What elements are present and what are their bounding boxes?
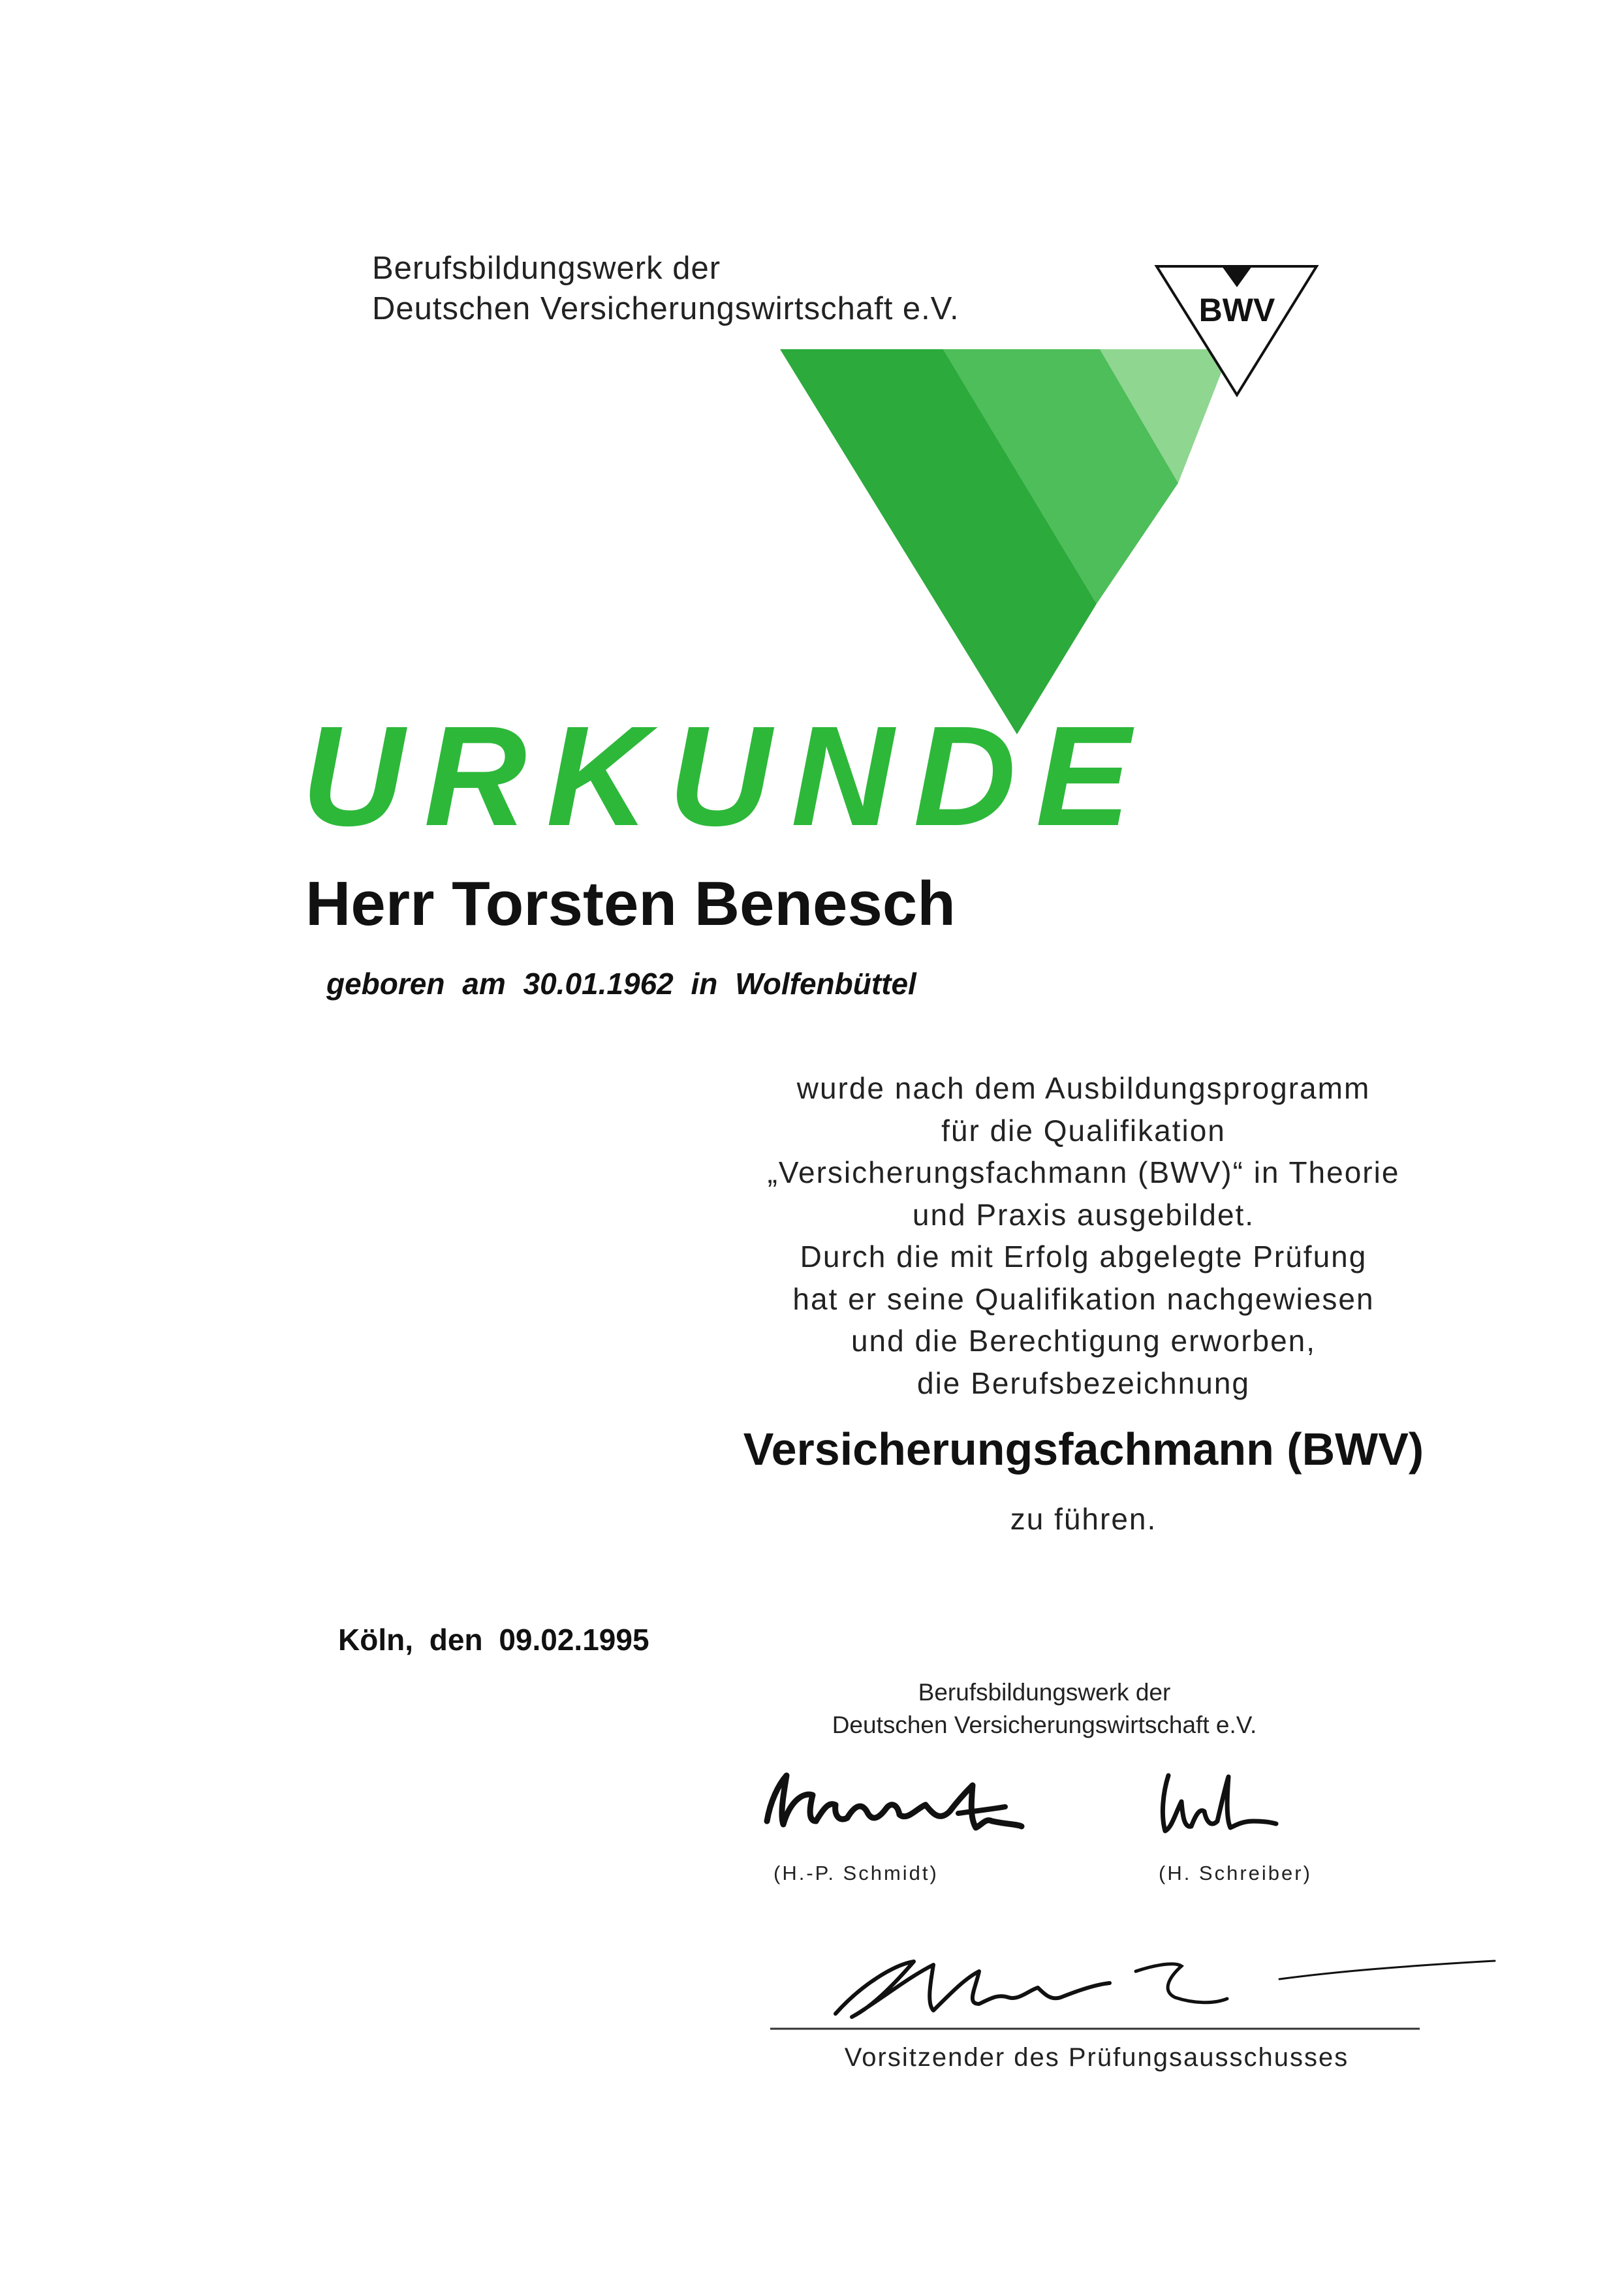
signature-schreiber <box>1163 1775 1276 1831</box>
birth-line: geboren am 30.01.1962 in Wolfenbüttel <box>326 967 916 1001</box>
closing-text: zu führen. <box>1010 1502 1157 1536</box>
body-line: und die Berechtigung erworben, <box>851 1324 1317 1358</box>
signer-name-schmidt: (H.-P. Schmidt) <box>773 1862 939 1884</box>
bwv-logo-text: BWV <box>1198 292 1275 328</box>
organization-line-2: Deutschen Versicherungswirtschaft e.V. <box>372 291 960 326</box>
place-date: Köln, den 09.02.1995 <box>338 1623 649 1657</box>
recipient-name: Herr Torsten Benesch <box>305 869 956 939</box>
organization-line-1: Berufsbildungswerk der <box>372 251 721 286</box>
body-line: die Berufsbezeichnung <box>917 1366 1250 1400</box>
issuer-line-2: Deutschen Versicherungswirtschaft e.V. <box>832 1712 1257 1738</box>
body-line: für die Qualifikation <box>941 1113 1226 1148</box>
body-line: „Versicherungsfachmann (BWV)“ in Theorie <box>767 1155 1400 1189</box>
qualification-title: Versicherungsfachmann (BWV) <box>743 1424 1424 1475</box>
signature-schmidt-stroke-2 <box>958 1807 1005 1813</box>
body-line: wurde nach dem Ausbildungsprogramm <box>796 1071 1371 1105</box>
certificate-title: URKUNDE <box>302 697 1150 856</box>
signature-chairman-tail <box>1279 1961 1495 1979</box>
signature-chairman <box>835 1962 1110 2017</box>
signature-chairman-stroke-2 <box>1136 1964 1227 2003</box>
signer-name-schreiber: (H. Schreiber) <box>1159 1862 1312 1884</box>
body-line: und Praxis ausgebildet. <box>912 1197 1255 1232</box>
body-line: hat er seine Qualifikation nachgewiesen <box>792 1281 1375 1316</box>
issuer-line-1: Berufsbildungswerk der <box>918 1679 1171 1706</box>
signature-schmidt <box>767 1775 1022 1828</box>
body-line: Durch die mit Erfolg abgelegte Prüfung <box>800 1240 1367 1274</box>
chairman-label: Vorsitzender des Prüfungsausschusses <box>844 2043 1349 2072</box>
